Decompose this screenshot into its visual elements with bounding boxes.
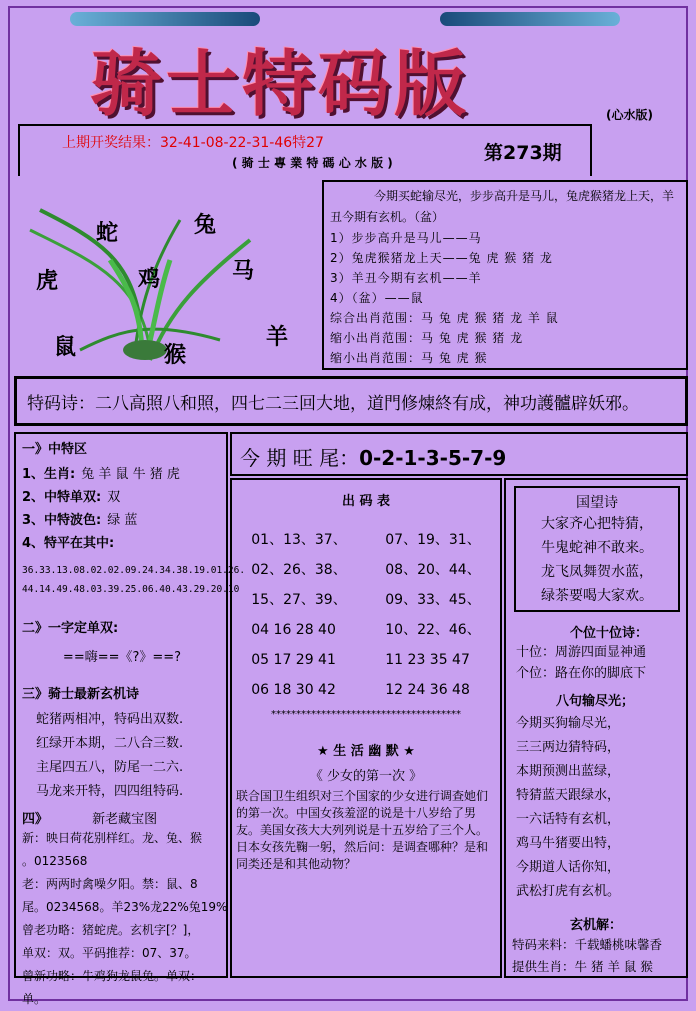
wang-wei	[240, 442, 506, 471]
code-row: 06 18 30 42	[251, 682, 336, 698]
issue-number: 第273期	[484, 142, 562, 164]
s4-name: 新老藏宝图	[92, 812, 158, 827]
codes-title: 出 码 表	[341, 494, 391, 509]
s1-numbers-1: 36.33.13.08.02.02.09.24.34.38.19.01.26.	[22, 565, 246, 576]
xuanji-line: 提供生肖：牛 猪 羊 鼠 猴	[512, 959, 653, 974]
last-result-value: 32-41-08-22-31-46特27	[160, 135, 324, 151]
last-result-label: 上期开奖结果：	[62, 135, 160, 151]
right-poem-lines	[516, 512, 678, 608]
code-row: 07、19、31、	[385, 532, 481, 548]
eight-line: 今期买狗输尽光，	[516, 716, 621, 731]
zodiac-monkey: 猴	[164, 342, 187, 368]
riddle-lines	[330, 228, 680, 368]
s3-lines	[22, 708, 222, 804]
wang-wei-value: 0-2-1-3-5-7-9	[359, 446, 507, 470]
xuanji-title: 玄机解：	[570, 918, 623, 933]
banner-stripe-right	[440, 12, 620, 26]
s1-item	[22, 532, 222, 555]
s4-lines	[22, 827, 228, 1011]
s1-item-label: 3、中特波色:	[22, 513, 102, 528]
eight-line: 一六话特有玄机，	[516, 812, 621, 827]
eight-title: 八句输尽光；	[556, 694, 635, 709]
riddle-intro: 今期买蛇输尽光，步步高升是马儿，兔虎猴猪龙上天，羊丑今期有玄机。（盆）	[330, 189, 675, 224]
riddle-line: 2）兔虎猴猪龙上天——兔 虎 猴 猪 龙	[330, 251, 553, 265]
s4-line: 老：两两时禽噪夕阳。禁：鼠、8	[22, 877, 198, 891]
s1-item-value: 双	[107, 490, 121, 505]
humor-body: 联合国卫生组织对三个国家的少女进行调查她们的第一次。中国女孩羞涩的说是十八岁给了男友。美国女孩大大列列说是十五岁给了三个人。日本女孩先鞠一躬，然后问：是调查哪种？是和同类还是和其他动物？	[236, 789, 489, 871]
codes-stars: **************************************	[271, 709, 461, 720]
code-row: 02、26、38、	[251, 562, 347, 578]
zodiac-goat: 羊	[266, 324, 289, 350]
wang-wei-label: 今 期 旺 尾：	[240, 446, 360, 470]
poem-text: 特码诗：二八高照八和照，四七二三回大地，道門修煉終有成，神功護髗辟妖邪。	[27, 394, 639, 414]
codes-right	[385, 525, 480, 705]
s1-item-value: 绿 蓝	[107, 513, 138, 528]
riddle-line: 3）羊丑今期有玄机——羊	[330, 271, 482, 285]
riddle-line: 缩小出肖范围：马 兔 虎 猴	[330, 351, 488, 365]
code-row: 05 17 29 41	[251, 652, 336, 668]
code-row: 01、13、37、	[251, 532, 347, 548]
s1-item-value: 兔 羊 鼠 牛 猪 虎	[81, 467, 180, 482]
s4-line: 单双：双。平码推荐：07、37。	[22, 946, 197, 960]
riddle-box	[322, 180, 688, 370]
digits-lines	[516, 642, 646, 684]
riddle-line: 综合出肖范围：马 兔 虎 猴 猪 龙 羊 鼠	[330, 311, 559, 325]
digits-line: 个位：路在你的脚底下	[516, 666, 647, 681]
code-row: 08、20、44、	[385, 562, 481, 578]
codes-left	[251, 525, 346, 705]
s3-title: 三》骑士最新玄机诗	[22, 687, 140, 702]
digits-title: 个位十位诗：	[570, 626, 649, 641]
s3-line: 红绿开本期，二八合三数.	[36, 736, 184, 751]
zodiac-snake: 蛇	[96, 220, 119, 246]
wang-wei-box	[230, 432, 688, 476]
eight-line: 特猜蓝天跟绿水，	[516, 788, 621, 803]
page-title: 骑士特码版	[90, 41, 471, 126]
s4-line: 新：映日荷花别样红。龙、兔、猴	[22, 831, 203, 845]
s4-line: 曾老功略：猪蛇虎。玄机字[？]，	[22, 923, 200, 937]
s1-item	[22, 486, 222, 509]
s4-line: 尾。0234568。羊23%龙22%兔19%	[22, 900, 228, 914]
zodiac-horse: 马	[232, 258, 255, 284]
last-result	[62, 132, 324, 152]
eight-line: 武松打虎有玄机。	[516, 884, 621, 899]
zodiac-rabbit: 兔	[194, 212, 217, 238]
xuanji-line: 特码来料：千载蟠桃味馨香	[512, 937, 663, 952]
s4-line: 单。	[22, 992, 47, 1006]
code-row: 12 24 36 48	[385, 682, 470, 698]
right-poem-line: 大家齐心把特猜，	[541, 516, 653, 532]
xuanji-lines	[512, 934, 662, 978]
riddle-line: 1）步步高升是马儿——马	[330, 231, 482, 245]
eight-lines	[516, 712, 620, 904]
s1-numbers-2: 44.14.49.48.03.39.25.06.40.43.29.20.10	[22, 584, 240, 595]
eight-line: 本期预测出蓝绿，	[516, 764, 621, 779]
s1-items	[22, 463, 222, 555]
s1-item	[22, 463, 222, 486]
s1-title: 一》中特区	[22, 442, 88, 457]
code-row: 10、22、46、	[385, 622, 481, 638]
zodiac-rooster: 鸡	[138, 266, 161, 292]
riddle-line: 缩小出肖范围：马 兔 虎 猴 猪 龙	[330, 331, 524, 345]
right-poem-title: 国望诗	[576, 495, 618, 511]
codes-box	[230, 478, 502, 978]
s1-item	[22, 509, 222, 532]
right-poem-line: 龙飞凤舞贺水蓝，	[541, 564, 653, 580]
riddle-line: 4）（盆）——鼠	[330, 291, 424, 305]
codes-grid	[232, 525, 500, 705]
code-row: 15、27、39、	[251, 592, 347, 608]
code-row: 11 23 35 47	[385, 652, 470, 668]
s3-line: 马龙来开特，四四组特码.	[36, 784, 184, 799]
s1-item-label: 2、中特单双:	[22, 490, 102, 505]
digits-line: 十位：周游四面显神通	[516, 645, 647, 660]
eight-line: 鸡马牛猪要出特，	[516, 836, 621, 851]
right-poem-line: 牛鬼蛇神不敢来。	[541, 540, 653, 556]
code-row: 04 16 28 40	[251, 622, 336, 638]
humor-subtitle: 《 少女的第一次 》	[309, 769, 423, 784]
s4-line: 曾新功略：牛鸡狗龙鼠兔。单双：	[22, 969, 203, 983]
poem-bar	[14, 376, 688, 426]
banner-stripe-left	[70, 12, 260, 26]
zodiac-rat: 鼠	[54, 334, 77, 360]
s3-line: 蛇猪两相冲，特码出双数.	[36, 712, 184, 727]
zodiac-tiger: 虎	[36, 268, 59, 294]
s4-title: 四》	[22, 812, 49, 827]
subtitle: ( 骑 士 專 業 特 碼 心 水 版 )	[232, 156, 393, 170]
code-row: 09、33、45、	[385, 592, 481, 608]
eight-line: 三三两边猜特码，	[516, 740, 621, 755]
s1-item-label: 4、特平在其中:	[22, 536, 115, 551]
edition-label: (心水版)	[606, 108, 653, 122]
humor-title: ★ 生 活 幽 默 ★	[317, 744, 415, 759]
s2-body: ==嗨==《?》==?	[62, 650, 182, 665]
s3-line: 主尾四五八，防尾一二六.	[36, 760, 184, 775]
s2-title: 二》一字定单双:	[22, 621, 119, 636]
right-poem-line: 绿茶要喝大家欢。	[541, 588, 653, 604]
s1-item-label: 1、生肖:	[22, 467, 76, 482]
left-column	[14, 432, 246, 1006]
s4-header	[22, 808, 222, 827]
right-column	[504, 478, 688, 978]
poem-box	[514, 486, 680, 612]
eight-line: 今期道人话你知，	[516, 860, 621, 875]
s4-line: 。0123568	[22, 854, 88, 868]
